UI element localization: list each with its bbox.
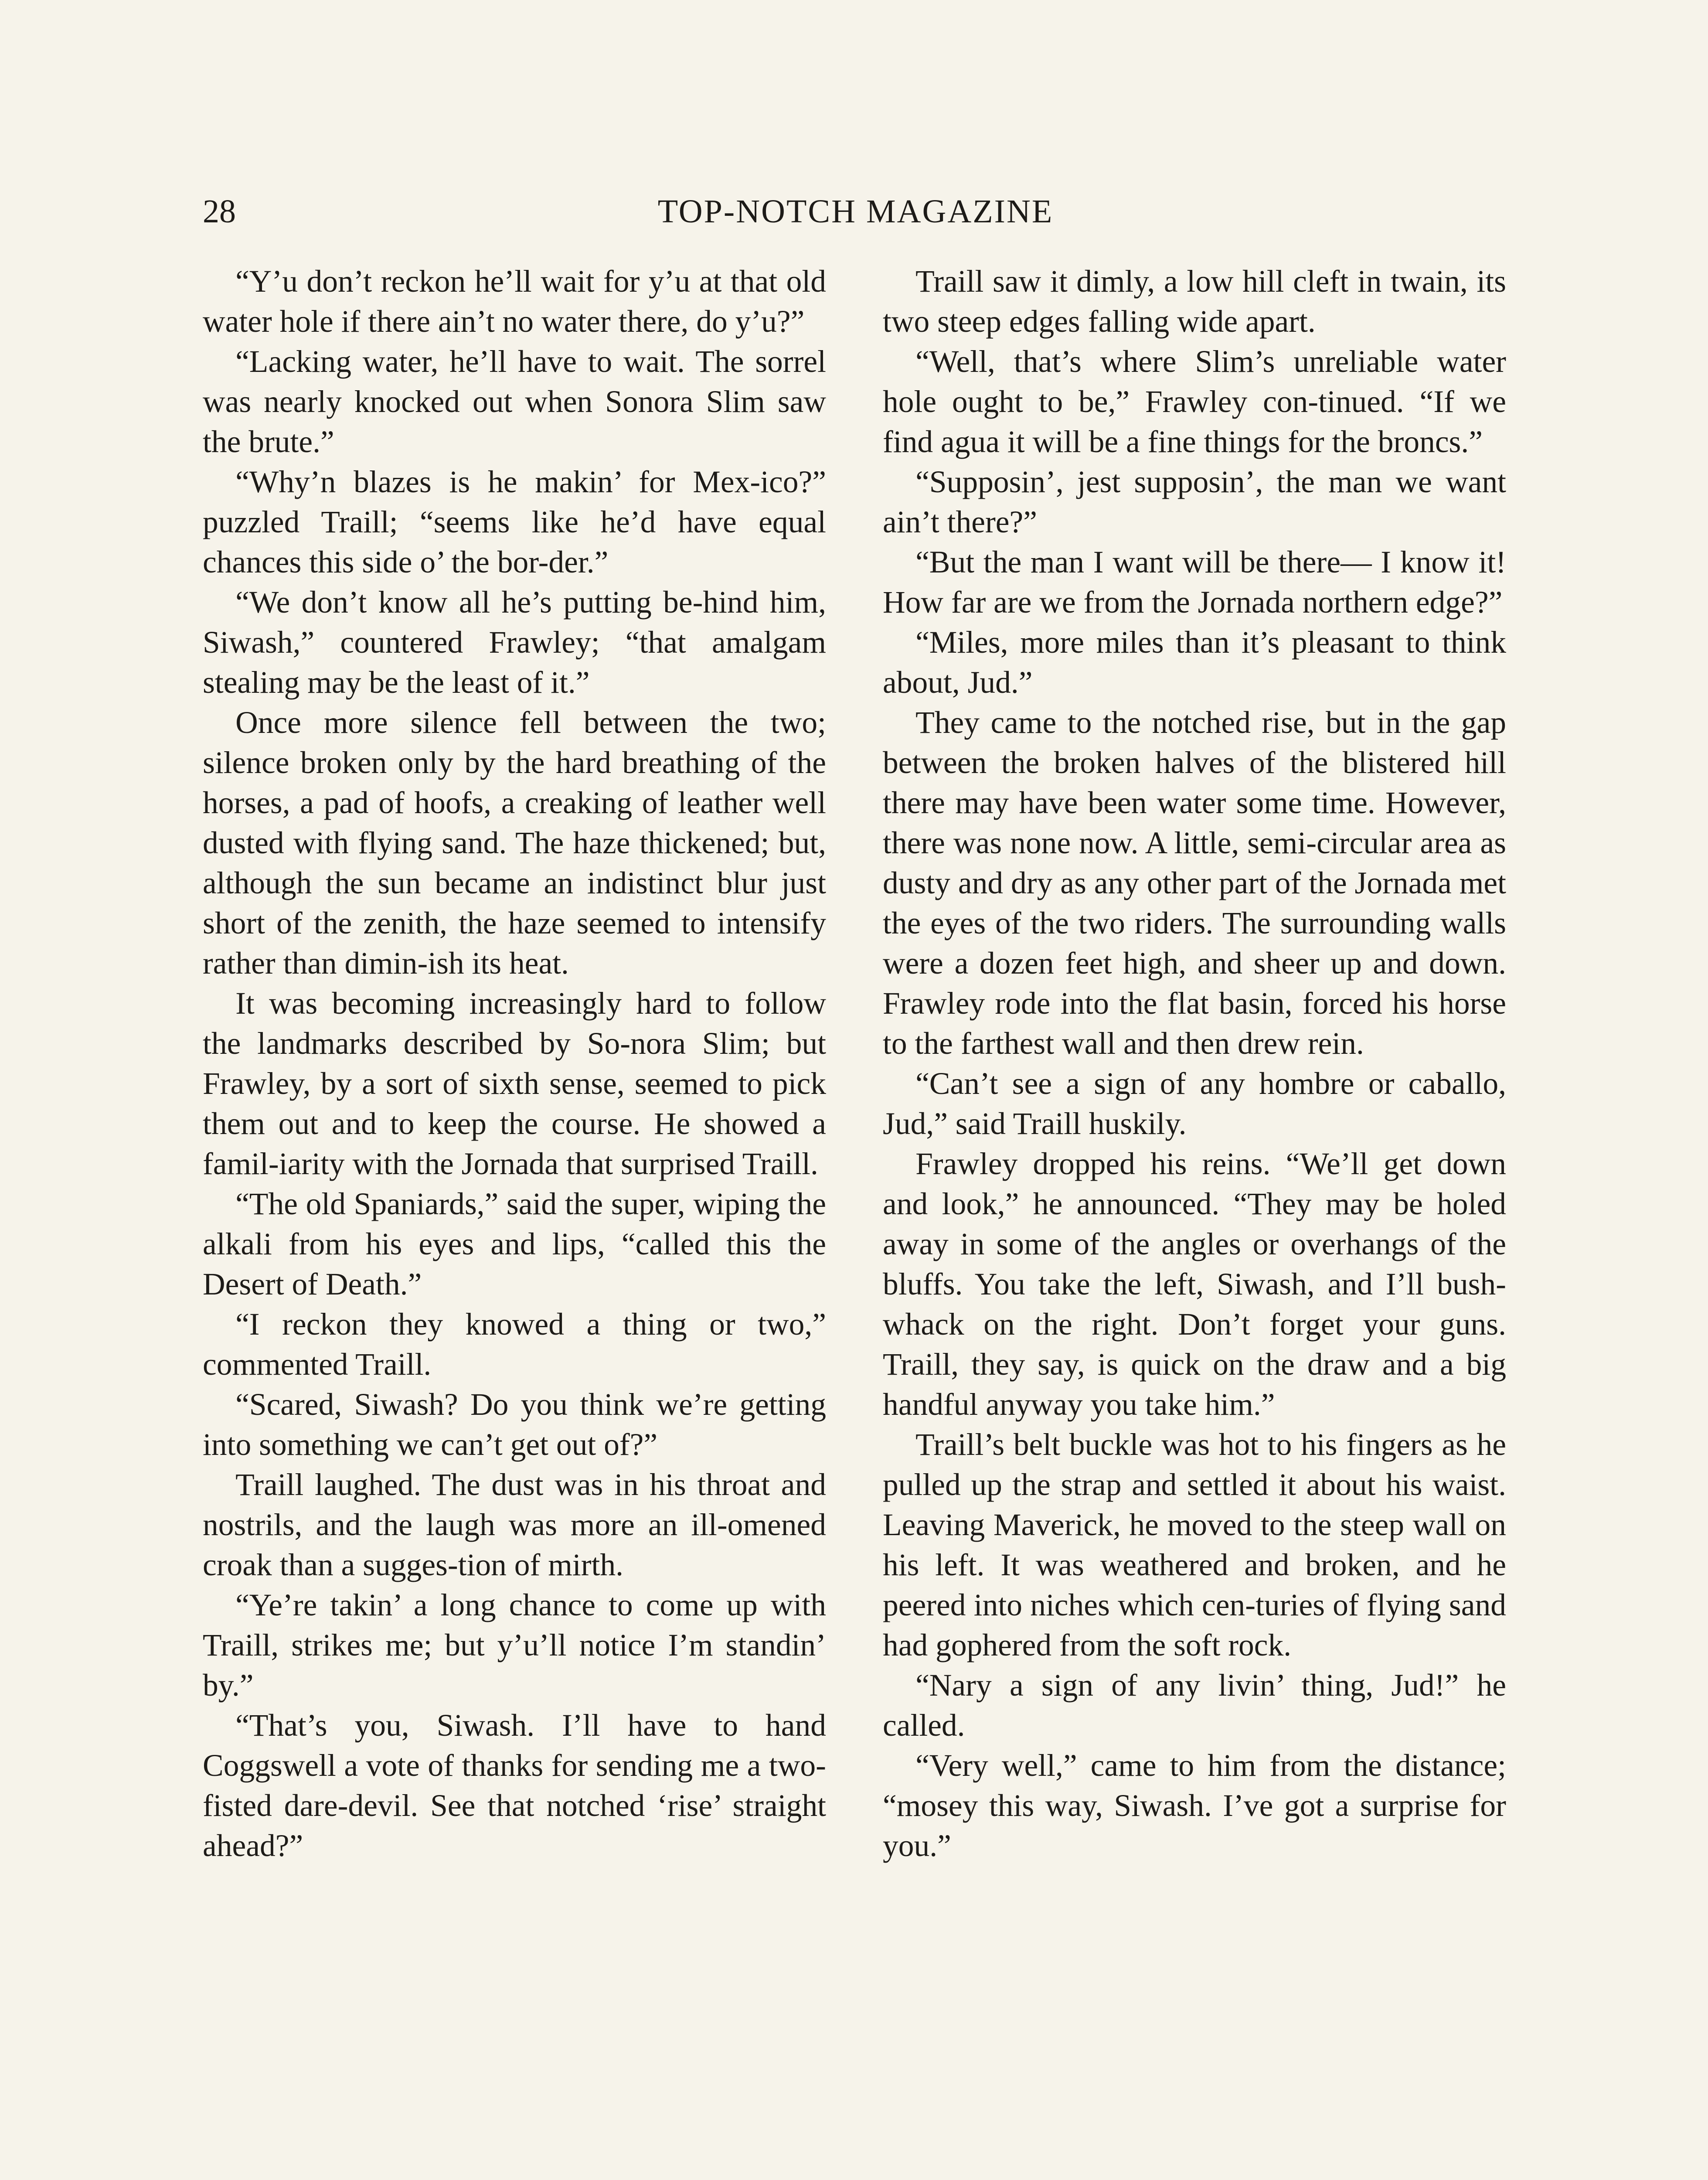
paragraph: Traill saw it dimly, a low hill cleft in twain, its two steep edges falling wide apart. <box>883 264 1506 339</box>
paragraph: “Y’u don’t reckon he’ll wait for y’u at that old water hole if there ain’t no water there, do y’u?” <box>203 264 826 339</box>
text-column-left <box>203 262 826 1866</box>
page-number: 28 <box>203 193 236 230</box>
page-header <box>203 185 1508 238</box>
paragraph: Once more silence fell between the two; silence broken only by the hard breathing of the horses, a pad of hoofs, a creaking of leather well dusted with flying sand. The haze thickened; but, although the sun became an indistinct blur just short of the zenith, the haze seemed to intensify rather than dimin-ish its heat. <box>203 705 826 981</box>
paragraph: “That’s you, Siwash. I’ll have to hand Coggswell a vote of thanks for sending me a two-fisted dare-devil. See that notched ‘rise’ straight ahead?” <box>203 1708 826 1863</box>
paragraph: Frawley dropped his reins. “We’ll get down and look,” he announced. “They may be holed away in some of the angles or overhangs of the bluffs. You take the left, Siwash, and I’ll bush-whack on the right. Don’t forget your guns. Traill, they say, is quick on the draw and a big handful anyway you take him.” <box>883 1147 1506 1422</box>
paragraph: “Lacking water, he’ll have to wait. The sorrel was nearly knocked out when Sonora Slim saw the brute.” <box>203 344 826 459</box>
paragraph: “Scared, Siwash? Do you think we’re getting into something we can’t get out of?” <box>203 1387 826 1462</box>
paragraph: Traill laughed. The dust was in his throat and nostrils, and the laugh was more an ill-omened croak than a sugges-tion of mirth. <box>203 1468 826 1582</box>
paragraph: “But the man I want will be there— I know it! How far are we from the Jornada northern edge?” <box>883 545 1506 620</box>
paragraph: It was becoming increasingly hard to follow the landmarks described by So-nora Slim; but Frawley, by a sort of sixth sense, seemed to pick them out and to keep the course. He showed a famil-iarity with the Jornada that surprised Traill. <box>203 986 826 1181</box>
paragraph: “Miles, more miles than it’s pleasant to think about, Jud.” <box>883 625 1506 700</box>
paragraph: “Well, that’s where Slim’s unreliable water hole ought to be,” Frawley con-tinued. “If we find agua it will be a fine things for the broncs.” <box>883 344 1506 459</box>
paragraph: “Nary a sign of any livin’ thing, Jud!” he called. <box>883 1668 1506 1743</box>
text-column-right <box>883 262 1506 1866</box>
paragraph: “Why’n blazes is he makin’ for Mex-ico?” puzzled Traill; “seems like he’d have equal chances this side o’ the bor-der.” <box>203 465 826 579</box>
paragraph: “I reckon they knowed a thing or two,” commented Traill. <box>203 1307 826 1382</box>
paragraph: They came to the notched rise, but in the gap between the broken halves of the blistered hill there may have been water some time. However, there was none now. A little, semi-circular area as dusty and dry as any other part of the Jornada met the eyes of the two riders. The surrounding walls were a dozen feet high, and sheer up and down. Frawley rode into the flat basin, forced his horse to the farthest wall and then drew rein. <box>883 705 1506 1061</box>
paragraph: “Supposin’, jest supposin’, the man we want ain’t there?” <box>883 465 1506 539</box>
paragraph: “Ye’re takin’ a long chance to come up with Traill, strikes me; but y’u’ll notice I’m standin’ by.” <box>203 1588 826 1703</box>
paragraph: “Can’t see a sign of any hombre or caballo, Jud,” said Traill huskily. <box>883 1066 1506 1141</box>
page-title: TOP-NOTCH MAGAZINE <box>657 193 1054 230</box>
paragraph: “The old Spaniards,” said the super, wiping the alkali from his eyes and lips, “called this the Desert of Death.” <box>203 1187 826 1301</box>
paragraph: Traill’s belt buckle was hot to his fingers as he pulled up the strap and settled it about his waist. Leaving Maverick, he moved to the steep wall on his left. It was weathered and broken, and he peered into niches which cen-turies of flying sand had gophered from the soft rock. <box>883 1427 1506 1662</box>
paragraph: “We don’t know all he’s putting be-hind him, Siwash,” countered Frawley; “that amalgam stealing may be the least of it.” <box>203 585 826 700</box>
paragraph: “Very well,” came to him from the distance; “mosey this way, Siwash. I’ve got a surprise for you.” <box>883 1748 1506 1863</box>
